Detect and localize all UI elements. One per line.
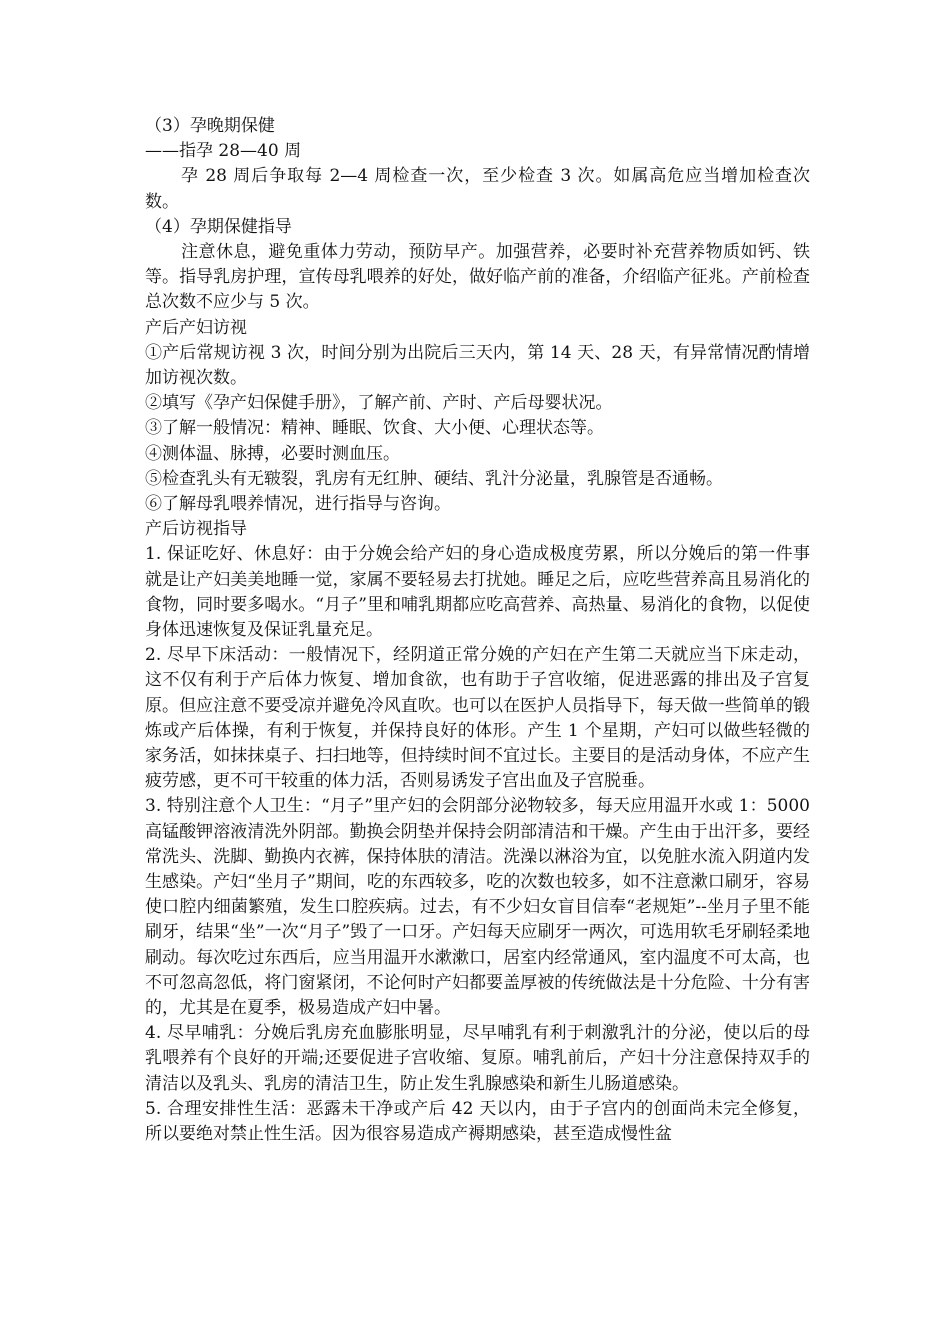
paragraph-pregnancy-guidance: 注意休息，避免重体力劳动，预防早产。加强营养，必要时补充营养物质如钙、铁等。指导乳房护理，宣传母乳喂养的好处，做好临产前的准备，介绍临产征兆。产前检查总次数不应少与 5 次。 (145, 241, 810, 313)
paragraph-late-pregnancy-checks: 孕 28 周后争取每 2—4 周检查一次，至少检查 3 次。如属高危应当增加检查次数。 (145, 166, 810, 212)
paragraph-guidance-3: 3. 特别注意个人卫生：“月子”里产妇的会阴部分泌物较多，每天应用温开水或 1：5000 高锰酸钾溶液清洗外阴部。勤换会阴垫并保持会阴部清洁和干燥。产生由于出汗多，要经常洗头、洗脚、勤换内衣裤，保持体肤的清洁。洗澡以淋浴为宜，以免脏水流入阴道内发生感染。产妇“坐月子”期间，吃的东西较多，吃的次数也较多，如不注意漱口刷牙，容易使口腔内细菌繁殖，发生口腔疾病。过去，有不少妇女盲目信奉“老规矩”--坐月子里不能刷牙，结果“坐”一次“月子”毁了一口牙。产妇每天应刷牙一两次，可选用软毛牙刷轻柔地刷动。每次吃过东西后，应当用温开水漱漱口，居室内经常通风，室内温度不可太高，也不可忽高忽低，将门窗紧闭，不论何时产妇都要盖厚被的传统做法是十分危险、十分有害的，尤其是在夏季，极易造成产妇中暑。 (145, 796, 810, 1018)
subheading-weeks-range: ——指孕 28—40 周 (145, 141, 302, 162)
paragraph-guidance-4: 4. 尽早哺乳：分娩后乳房充血膨胀明显，尽早哺乳有利于刺激乳汁的分泌，使以后的母乳喂养有个良好的开端;还要促进子宫收缩、复原。哺乳前后，产妇十分注意保持双手的清洁以及乳头、乳房的清洁卫生，防止发生乳腺感染和新生儿肠道感染。 (145, 1023, 810, 1094)
list-item-visit-3: ③了解一般情况：精神、睡眠、饮食、大小便、心理状态等。 (145, 418, 604, 439)
list-item-visit-5: ⑤检查乳头有无皲裂，乳房有无红肿、硬结、乳汁分泌量，乳腺管是否通畅。 (145, 468, 723, 489)
section-heading-late-pregnancy: （3）孕晚期保健 (145, 116, 275, 136)
section-heading-postpartum-visit: 产后产妇访视 (145, 317, 247, 338)
section-heading-visit-guidance: 产后访视指导 (145, 519, 247, 540)
paragraph-guidance-2: 2. 尽早下床活动：一般情况下，经阴道正常分娩的产妇在产生第二天就应当下床走动，这不仅有利于产后体力恢复、增加食欲，也有助于子宫收缩，促进恶露的排出及子宫复原。但应注意不要受凉并避免冷风直吹。也可以在医护人员指导下，每天做一些简单的锻炼或产后体操，有利于恢复，并保持良好的体形。产生 1 个星期，产妇可以做些轻微的家务活，如抹抹桌子、扫扫地等，但持续时间不宜过长。主要目的是活动身体，不应产生疲劳感，更不可干较重的体力活，否则易诱发子宫出血及子宫脱垂。 (145, 645, 810, 792)
document-page (145, 114, 810, 1147)
paragraph-guidance-1: 1. 保证吃好、休息好：由于分娩会给产妇的身心造成极度劳累，所以分娩后的第一件事就是让产妇美美地睡一觉，家属不要轻易去打扰她。睡足之后，应吃些营养高且易消化的食物，同时要多喝水。“月子”里和哺乳期都应吃高营养、高热量、易消化的食物，以促使身体迅速恢复及保证乳量充足。 (145, 544, 810, 640)
list-item-visit-1: ①产后常规访视 3 次，时间分别为出院后三天内，第 14 天、28 天，有异常情况酌情增加访视次数。 (145, 342, 810, 388)
list-item-visit-4: ④测体温、脉搏，必要时测血压。 (145, 443, 400, 464)
list-item-visit-6: ⑥了解母乳喂养情况，进行指导与咨询。 (145, 493, 451, 514)
list-item-visit-2: ②填写《孕产妇保健手册》，了解产前、产时、产后母婴状况。 (145, 393, 613, 414)
paragraph-guidance-5: 5. 合理安排性生活：恶露未干净或产后 42 天以内，由于子宫内的创面尚未完全修复，所以要绝对禁止性生活。因为很容易造成产褥期感染，甚至造成慢性盆 (145, 1098, 810, 1144)
section-heading-pregnancy-guidance: （4）孕期保健指导 (145, 216, 292, 237)
